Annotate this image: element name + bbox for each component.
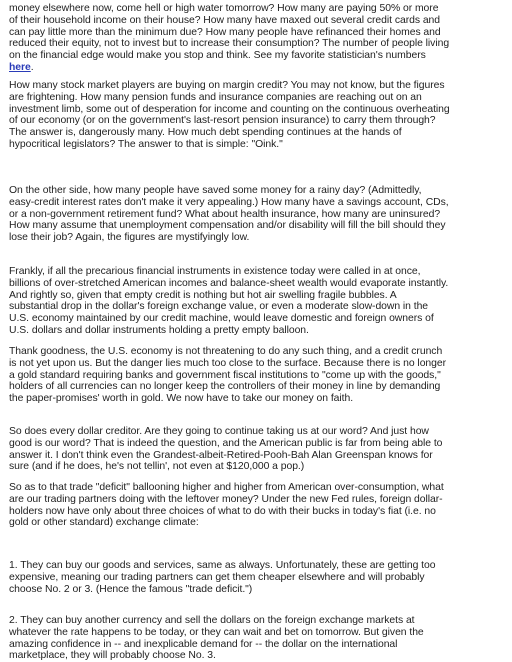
paragraph-trade-deficit: So as to that trade "deficit" ballooning higher and higher from American over-consumption, what are our trading partners doing with the leftover money? Under the new Fed rules, foreign dollar- holders now have only about three choices of what to do with their bucks in today's fiat (i.e. no gold or other standard) exchange climate: [9,482,444,529]
statistician-numbers-link[interactable]: here [9,61,31,73]
paragraph-gold-standard: Thank goodness, the U.S. economy is not threatening to do any such thing, and a credit crunch is not yet upon us. But the danger lies much too close to the surface. Because there is no longer a gold standard requiring banks and government fiscal institutions to "come up with the goods," holders of all currencies can no longer keep the controllers of their money in line by demanding the paper-promises' worth in gold. We now have to take our money on faith. [9,346,447,405]
document-page [9,0,505,662]
paragraph-margin-credit: How many stock market players are buying on margin credit? You may not know, but the figures are frightening. How many pension funds and insurance companies are reaching out on an investment limb, some out of desperation for income and counting on the continuous overheating of our economy (or on the government's last-resort pension insurance) to carry them through? The answer is, dangerously many. How much debt spending continues at the hands of hypocritical legislators? The answer to that is simple: "Oink." [9,80,450,150]
paragraph-choice-two: 2. They can buy another currency and sell the dollars on the foreign exchange markets at whatever the rate happens to be today, or they can wait and bet on tomorrow. But given the amazing confidence in -- and inexplicable demand for -- the dollar on the international marketplace, they will probably choose No. 3. [9,615,424,662]
paragraph-choice-one: 1. They can buy our goods and services, same as always. Unfortunately, these are getting too expensive, meaning our trading partners can get them cheaper elsewhere and will probably choose No. 2 or 3. (Hence the famous "trade deficit.") [9,560,436,595]
paragraph-text: money elsewhere now, come hell or high water tomorrow? How many are paying 50% or more of their household income on their house? How many have maxed out several credit cards and can pay little more than the minimum due? How many people have refinanced their homes and reduced their equity, not to invest but to increase their consumption? The number of people living on the financial edge would make you stop and think. See my favorite statistician's numbers [9,3,450,62]
paragraph-household-debt [9,3,505,74]
paragraph-savings: On the other side, how many people have saved some money for a rainy day? (Admittedly, easy-credit interest rates don't make it very appealing.) How many have a savings account, CDs, or a non-government retirement fund? What about health insurance, how many are uninsured? How many assume that unemployment compensation and/or disability will fill the bill should they lose their job? Again, the figures are mystifyingly low. [9,185,449,244]
paragraph-financial-instruments: Frankly, if all the precarious financial instruments in existence today were called in at once, billions of over-stretched American incomes and balance-sheet wealth would evaporate instantly. And rightly so, given that empty credit is nothing but hot air swelling fragile bubbles. A substantial drop in the dollar's foreign exchange value, or even a moderate slow-down in the U.S. economy maintained by our credit machine, would leave domestic and foreign owners of U.S. dollars and dollar instruments holding a pretty empty balloon. [9,266,449,336]
paragraph-period: . [30,61,34,73]
paragraph-dollar-creditor: So does every dollar creditor. Are they going to continue taking us at our word? And just how good is our word? That is indeed the question, and the American public is far from being able to answer it. I don't think even the Grandest-albeit-Retired-Pooh-Bah Alan Greenspan knows for sure (and if he does, he's not tellin', not even at $120,000 a pop.) [9,426,443,473]
